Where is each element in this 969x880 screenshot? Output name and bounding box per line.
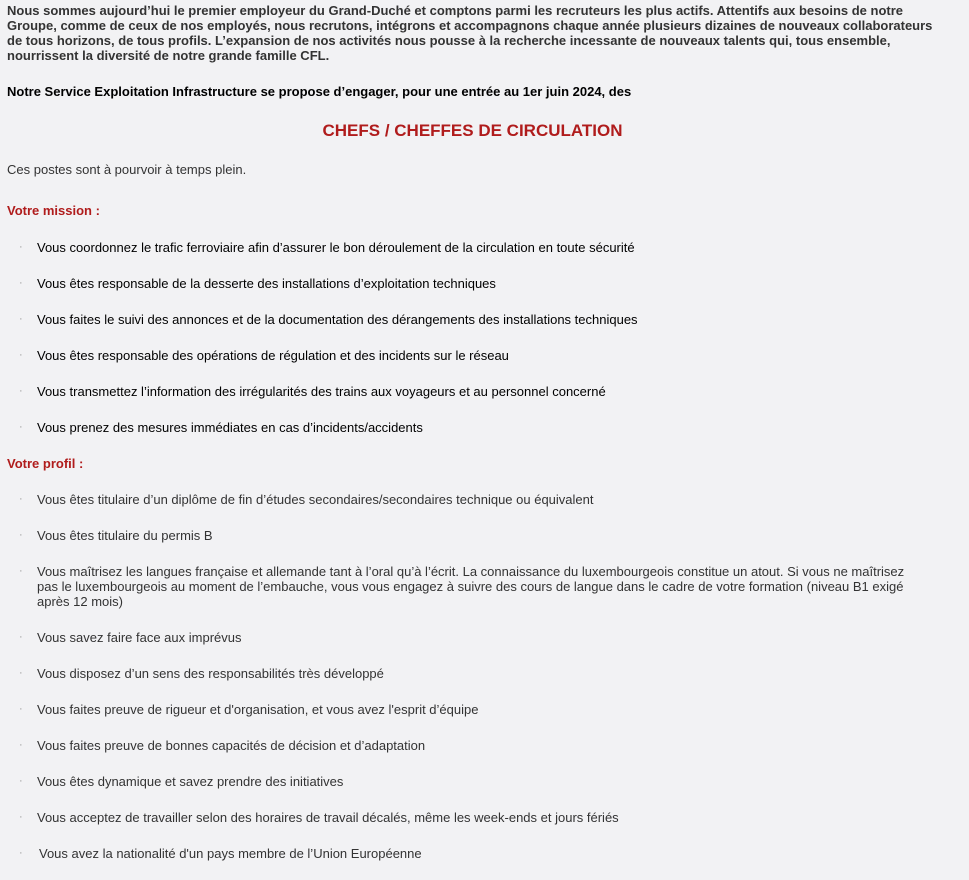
profile-item-text: Vous êtes dynamique et savez prendre des initiatives: [37, 774, 344, 789]
job-title: CHEFS / CHEFFES DE CIRCULATION: [322, 121, 623, 140]
bullet-icon: ·: [19, 739, 23, 751]
bullet-icon: ·: [19, 703, 23, 715]
bullet-icon: ·: [19, 847, 23, 859]
bullet-icon: ·: [19, 385, 23, 397]
bullet-icon: ·: [19, 667, 23, 679]
bullet-icon: ·: [19, 277, 23, 289]
bullet-icon: ·: [19, 775, 23, 787]
bullet-icon: ·: [19, 565, 23, 577]
mission-item-text: Vous prenez des mesures immédiates en cas d’incidents/accidents: [37, 420, 423, 435]
bullet-icon: ·: [19, 241, 23, 253]
bullet-icon: ·: [19, 421, 23, 433]
bullet-icon: ·: [19, 493, 23, 505]
bullet-icon: ·: [19, 631, 23, 643]
bullet-icon: ·: [19, 811, 23, 823]
bullet-icon: ·: [19, 349, 23, 361]
profile-item-text: Vous faites preuve de rigueur et d'organisation, et vous avez l'esprit d’équipe: [37, 702, 479, 717]
employment-note: Ces postes sont à pourvoir à temps plein.: [7, 162, 247, 177]
mission-heading: Votre mission :: [7, 203, 100, 218]
bullet-icon: ·: [19, 313, 23, 325]
profile-item-text: Vous maîtrisez les langues française et allemande tant à l’oral qu’à l’écrit. La connaissance du luxembourgeois constitue un atout. Si vous ne maîtrisez pas le luxembourgeois au moment de l’embauche, vous vous engagez à suivre des cours de langue dans le cadre de votre formation (niveau B1 exigé après 12 mois): [37, 564, 905, 609]
profile-item-text: Vous disposez d’un sens des responsabilités très développé: [37, 666, 384, 681]
mission-item-text: Vous transmettez l’information des irrégularités des trains aux voyageurs et au personnel concerné: [37, 384, 606, 399]
profile-item-text: Vous êtes titulaire du permis B: [37, 528, 213, 543]
mission-item-text: Vous êtes responsable de la desserte des installations d’exploitation techniques: [37, 276, 496, 291]
mission-item-text: Vous coordonnez le trafic ferroviaire afin d’assurer le bon déroulement de la circulation en toute sécurité: [37, 240, 635, 255]
mission-item-text: Vous faites le suivi des annonces et de la documentation des dérangements des installations techniques: [37, 312, 638, 327]
mission-item-text: Vous êtes responsable des opérations de régulation et des incidents sur le réseau: [37, 348, 509, 363]
intro-paragraph: Nous sommes aujourd’hui le premier employeur du Grand-Duché et comptons parmi les recruteurs les plus actifs. Attentifs aux besoins de notre Groupe, comme de ceux de nos employés, nous recrutons, intégrons et accompagnons chaque année plusieurs dizaines de nouveaux collaborateurs de tous horizons, de tous profils. L’expansion de nos activités nous pousse à la recherche incessante de nouveaux talents qui, tous ensemble, nourrissent la diversité de notre grande famille CFL.: [7, 3, 933, 63]
profile-heading: Votre profil :: [7, 456, 84, 471]
profile-item-text: Vous êtes titulaire d’un diplôme de fin d’études secondaires/secondaires technique ou équivalent: [37, 492, 594, 507]
profile-item-text: Vous acceptez de travailler selon des horaires de travail décalés, même les week-ends et jours fériés: [37, 810, 619, 825]
profile-item-text: Vous faites preuve de bonnes capacités de décision et d’adaptation: [37, 738, 426, 753]
profile-item-text: Vous savez faire face aux imprévus: [37, 630, 242, 645]
profile-item-text: Vous avez la nationalité d'un pays membre de l’Union Européenne: [39, 846, 422, 861]
lead-sentence: Notre Service Exploitation Infrastructure se propose d’engager, pour une entrée au 1er juin 2024, des: [7, 84, 632, 99]
bullet-icon: ·: [19, 529, 23, 541]
